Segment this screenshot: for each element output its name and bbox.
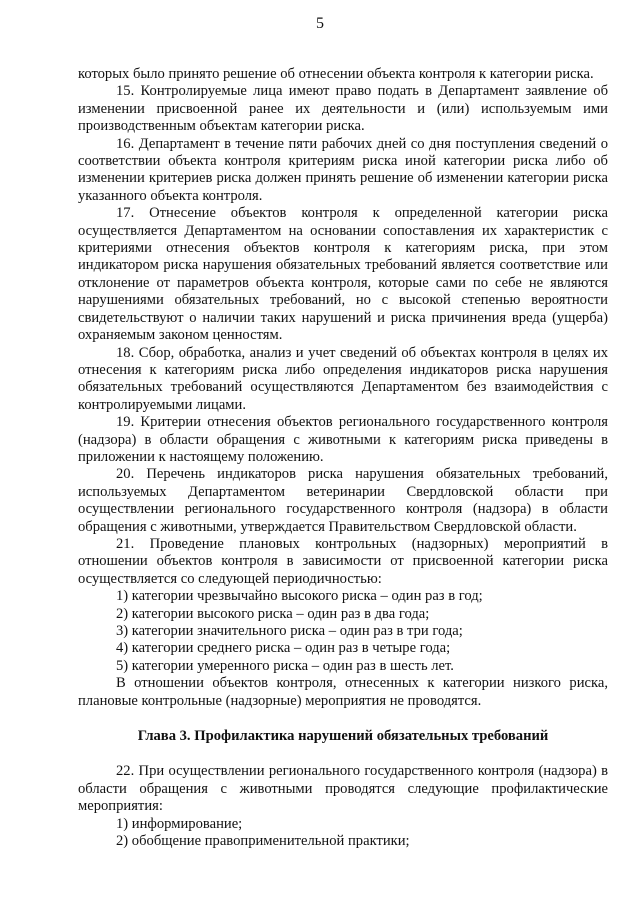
list-item-risk-2: 2) категории высокого риска – один раз в два года; xyxy=(116,605,430,622)
paragraph-22: 22. При осуществлении регионального государственного контроля (надзора) в области обращения с животными проводятся следующие профилактические мероприятия: xyxy=(78,763,608,815)
list-item-risk-4: 4) категории среднего риска – один раз в четыре года; xyxy=(116,640,451,657)
list-item-risk-3: 3) категории значительного риска – один раз в три года; xyxy=(116,623,463,639)
document-body xyxy=(78,66,608,850)
page-number: 5 xyxy=(316,15,324,32)
paragraph-17: 17. Отнесение объектов контроля к определенной категории риска осуществляется Департаментом на основании сопоставления их характеристик с критериями отнесения объектов контроля к категориям риска, при этом индикатором риска нарушения обязательных требований является соответствие или отклонение от параметров объекта контроля, которые сами по себе не являются нарушениями обязательных требований, но с высокой степенью вероятности свидетельствуют о наличии таких нарушений и риска причинения вреда (ущерба) охраняемым законом ценностям. xyxy=(78,205,608,344)
list-item-prevention-1: 1) информирование; xyxy=(116,815,243,832)
paragraph-18: 18. Сбор, обработка, анализ и учет сведений об объектах контроля в целях их отнесения к категориям риска либо определения индикаторов риска нарушения обязательных требований осуществляются Департаментом без взаимодействия с контролируемыми лицами. xyxy=(78,344,608,413)
list-item-prevention-2: 2) обобщение правоприменительной практики; xyxy=(116,833,410,850)
list-item-risk-5: 5) категории умеренного риска – один раз в шесть лет. xyxy=(116,657,454,674)
paragraph-20: 20. Перечень индикаторов риска нарушения обязательных требований, используемых Департаментом ветеринарии Свердловской области при осуществлении регионального государственного контроля (надзора) в области обращения с животными, утверждается Правительством Свердловской области. xyxy=(78,466,608,535)
list-item-risk-1: 1) категории чрезвычайно высокого риска – один раз в год; xyxy=(116,588,483,605)
paragraph-low-risk: В отношении объектов контроля, отнесенных к категории низкого риска, плановые контрольные (надзорные) мероприятия не проводятся. xyxy=(78,675,608,709)
paragraph-15: 15. Контролируемые лица имеют право подать в Департамент заявление об изменении присвоенной ранее их деятельности и (или) используемым ими производственным объектам категории риска. xyxy=(78,83,608,135)
paragraph-16: 16. Департамент в течение пяти рабочих дней со дня поступления сведений о соответствии объекта контроля критериям риска иной категории риска либо об изменении критериев риска должен принять решение об изменении категории риска указанного объекта контроля. xyxy=(78,135,608,204)
paragraph-continuation: которых было принято решение об отнесении объекта контроля к категории риска. xyxy=(78,66,594,82)
paragraph-21: 21. Проведение плановых контрольных (надзорных) мероприятий в отношении объектов контроля в зависимости от присвоенной категории риска осуществляется со следующей периодичностью: xyxy=(78,535,608,587)
chapter-heading: Глава 3. Профилактика нарушений обязательных требований xyxy=(137,728,549,745)
paragraph-19: 19. Критерии отнесения объектов регионального государственного контроля (надзора) в области обращения с животными к категориям риска приведены в приложении к настоящему положению. xyxy=(78,414,608,465)
